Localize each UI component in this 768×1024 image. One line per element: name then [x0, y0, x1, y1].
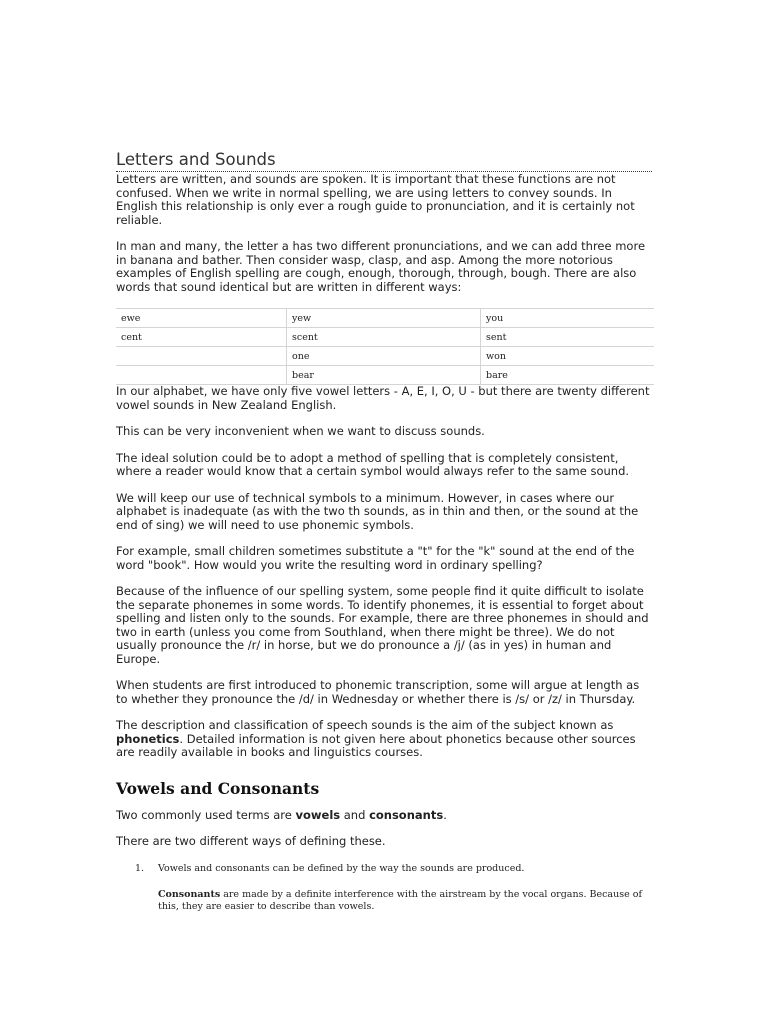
phonetics-text-before: The description and classification of speech sounds is the aim of the subject known as [116, 718, 614, 732]
table-cell: cent [116, 328, 287, 347]
vowel-letters-paragraph: In our alphabet, we have only five vowel letters - A, E, I, O, U - but there are twenty different vowel sounds in New Zealand English. [116, 384, 650, 412]
transcription-paragraph: When students are first introduced to phonemic transcription, some will argue at length as to whether they pronounce the /d/ in Wednesday or whether there is /s/ or /z/ in Thursday. [116, 678, 640, 706]
list-item-text: Vowels and consonants can be defined by the way the sounds are produced. [158, 862, 525, 874]
terms-text-before: Two commonly used terms are [116, 807, 296, 822]
table-row [116, 366, 654, 385]
definition-list [116, 863, 652, 913]
consonants-definition-text: are made by a definite interference with the airstream by the vocal organs. Because of this, they are easier to describe than vowels. [158, 888, 642, 912]
table-cell: ewe [116, 309, 287, 328]
inconvenient-paragraph: This can be very inconvenient when we want to discuss sounds. [116, 424, 485, 438]
example-paragraph: For example, small children sometimes substitute a "t" for the "k" sound at the end of the word "book". How would you write the resulting word in ordinary spelling? [116, 544, 635, 572]
table-cell: one [287, 347, 481, 366]
table-row [116, 309, 654, 328]
table-cell: yew [287, 309, 481, 328]
section-heading: Vowels and Consonants [116, 778, 320, 798]
phonetics-text-after: . Detailed information is not given here about phonetics because other sources are readily available in books and linguistics courses. [116, 731, 636, 759]
phonetics-term: phonetics [116, 731, 180, 746]
table-cell: bare [481, 366, 655, 385]
ideal-solution-paragraph: The ideal solution could be to adopt a method of spelling that is completely consistent, where a reader would know that a certain symbol would always refer to the same sound. [116, 450, 630, 478]
table-row [116, 347, 654, 366]
table-cell: bear [287, 366, 481, 385]
spelling-influence-paragraph: Because of the influence of our spelling system, some people find it quite difficult to isolate the separate phonemes in some words. To identify phonemes, it is essential to forget about spelling and listen only to the sounds. For example, there are three phonemes in should and two in earth (unless you come from Southland, when there might be three). We do not usually pronounce the /r/ in horse, but we do pronounce a /j/ (as in yes) in human and Europe. [116, 584, 649, 666]
ways-paragraph: There are two different ways of defining these. [116, 834, 386, 848]
phonetics-paragraph [116, 719, 652, 760]
table-row [116, 328, 654, 347]
terms-paragraph [116, 809, 652, 823]
intro-paragraph-2: In man and many, the letter a has two different pronunciations, and we can add three more in banana and bather. Then consider wasp, clasp, and asp. Among the more notorious examples of English spelling are cough, enough, thorough, through, bough. There are also words that sound identical but are written in different ways: [116, 239, 646, 294]
table-cell: you [481, 309, 655, 328]
technical-symbols-paragraph: We will keep our use of technical symbols to a minimum. However, in cases where our alphabet is inadequate (as with the two th sounds, as in thin and then, or the sound at the end of sing) we will need to use phonemic symbols. [116, 490, 639, 532]
homophone-table [116, 308, 654, 385]
vowels-term: vowels [295, 807, 341, 822]
terms-text-after: . [443, 807, 447, 822]
list-item-row [116, 863, 652, 875]
list-item-number: 1. [135, 862, 145, 874]
terms-text-middle: and [340, 807, 370, 822]
table-cell: scent [287, 328, 481, 347]
table-cell [116, 366, 287, 385]
consonants-term: consonants [369, 807, 444, 822]
intro-paragraph-1: Letters are written, and sounds are spoken. It is important that these functions are not confused. When we write in normal spelling, we are using letters to convey sounds. In English this relationship is only ever a rough guide to pronunciation, and it is certainly not reliable. [116, 172, 635, 227]
page-title: Letters and Sounds [116, 150, 652, 172]
list-item [116, 863, 652, 913]
table-cell: sent [481, 328, 655, 347]
table-cell [116, 347, 287, 366]
table-cell: won [481, 347, 655, 366]
consonants-definition-term: Consonants [158, 888, 221, 900]
document-page [116, 150, 652, 913]
consonants-definition [116, 889, 652, 913]
